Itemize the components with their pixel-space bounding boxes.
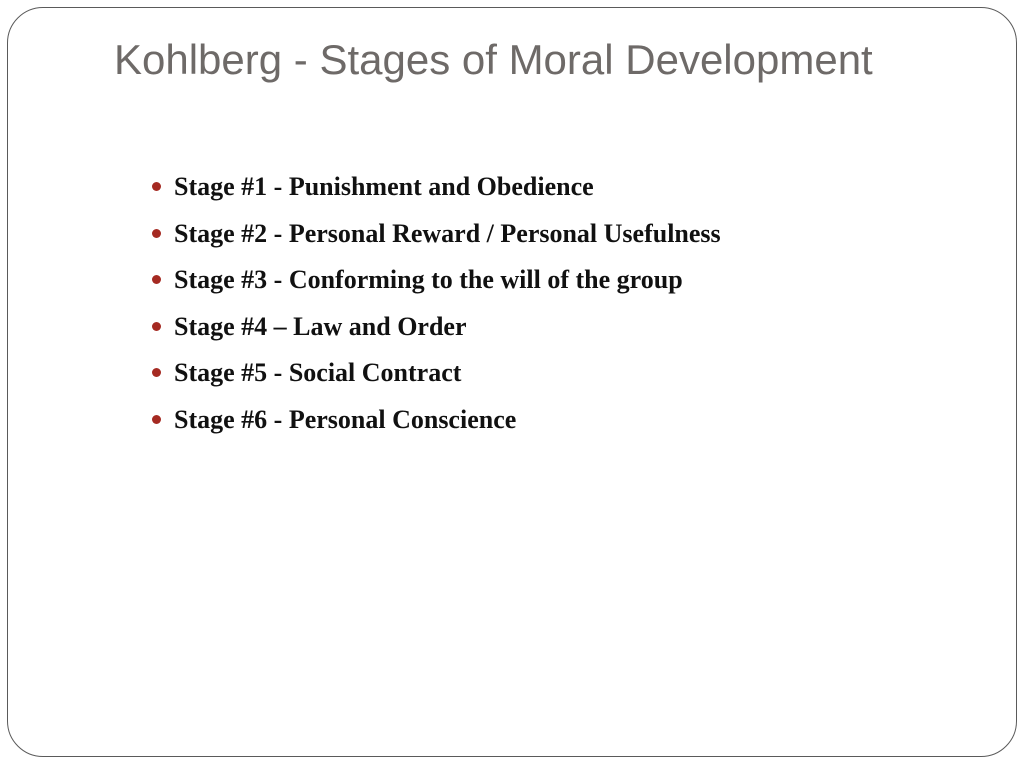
list-item xyxy=(150,306,970,353)
bullet-text: Stage #6 - Personal Conscience xyxy=(174,404,517,434)
bullet-text: Stage #2 - Personal Reward / Personal Usefulness xyxy=(174,218,721,248)
bullet-dot-icon xyxy=(152,322,161,331)
bullet-list xyxy=(150,166,970,446)
bullet-text: Stage #4 – Law and Order xyxy=(174,311,467,341)
bullet-dot-icon xyxy=(152,415,161,424)
bullet-dot-icon xyxy=(152,229,161,238)
list-item xyxy=(150,213,970,260)
slide-title: Kohlberg - Stages of Moral Development xyxy=(114,36,873,83)
bullet-dot-icon xyxy=(152,182,161,191)
bullet-dot-icon xyxy=(152,368,161,377)
bullet-text: Stage #5 - Social Contract xyxy=(174,358,462,388)
list-item xyxy=(150,352,970,399)
bullet-text: Stage #1 - Punishment and Obedience xyxy=(174,172,594,201)
list-item xyxy=(150,399,970,446)
bullet-dot-icon xyxy=(152,275,161,284)
bullet-text: Stage #3 - Conforming to the will of the group xyxy=(174,265,683,295)
list-item xyxy=(150,259,970,306)
list-item xyxy=(150,166,970,213)
